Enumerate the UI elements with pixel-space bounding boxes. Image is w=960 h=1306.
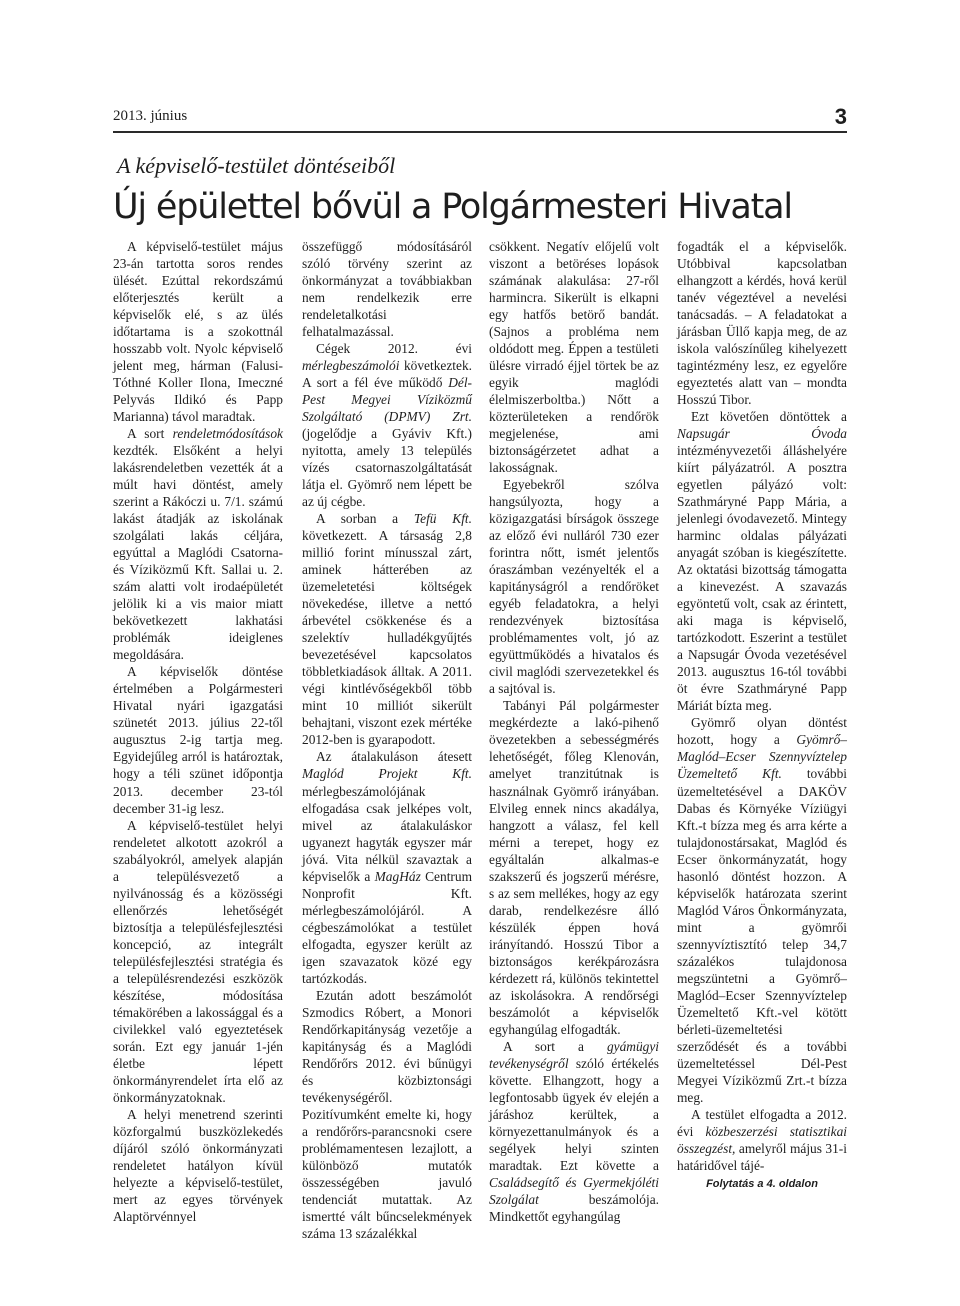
paragraph-text: A sorban a xyxy=(316,511,414,527)
article-paragraph xyxy=(677,1106,847,1174)
paragraph-text: beszámolója. Mindkettőt egyhangúlag xyxy=(489,1191,659,1224)
article-paragraph xyxy=(302,238,472,340)
article-paragraph xyxy=(677,408,847,714)
paragraph-text: A képviselők döntése értelmében a Polgármesteri Hivatal nyári igazgatási szünetét 2013. július 22-től augusztus 2-ig tartja meg. Egyidejűleg arról is határoztak, hogy a téli szünet időpontja 2013. december 23-tól december 31-ig lesz. xyxy=(113,664,283,816)
article-paragraph xyxy=(489,697,659,1037)
article-paragraph xyxy=(113,238,283,425)
article-paragraph xyxy=(113,663,283,816)
paragraph-text: fogadták el a képviselők. Utóbbival kapcsolatban elhangzott a kérdés, hová kerül tanév végeztével a nevelési tanácsadás. – A feladatokat a járásban Üllő kapja meg, de az iskola valószínűleg kihelyezett tagintézmény lesz, ez egyelőre egyeztetés alatt van – mondta Hosszú Tibor. xyxy=(677,239,847,408)
paragraph-text: Cégek 2012. évi xyxy=(316,341,472,357)
paragraph-text: további üzemeltetésével a DAKÖV Dabas és Környéke Víziügyi Kft.-t bízza meg és arra kérte a tulajdonostársakat, Maglód és Ecser önkormányzatát, hogy hasonló döntést hozzon. A képviselők határozata szerint Maglód Város Önkormányzata, mint a gyömrői szennyvíztisztító telep 34,7 százalékos tulajdonosa megszüntetni a Gyömrő–Maglód–Ecser Szennyvíztelep Üzemeltető Kft.-vel kötött bérleti-üzemeltetési szerződését és a további üzemeltetéssel Dél-Pest Megyei Víziközmű Zrt.-t bízza meg. xyxy=(677,766,848,1105)
paragraph-text: A képviselő-testület helyi rendeletet alkotott azokról a szabályokról, amelyek alapján a településvezető a nyilvánosság és a közösségi ellenőrzés lehetőségét biztosítja a településfejlesztési koncepció, az integrált településfejlesztési stratégia és a településrendezési eszközök készítése, módosítása témakörében a lakossággal és a civilekkel való egyeztetések során. Ezt egy január 1-jén életbe lépett önkormányrendelet írta elő az önkormányzatoknak. xyxy=(113,817,283,1105)
emphasized-text: Maglód Projekt Kft. xyxy=(302,766,472,782)
emphasized-text: gyámügyi tevékenységről xyxy=(489,1038,659,1071)
article-paragraph xyxy=(113,817,283,1106)
article-headline: Új épülettel bővül a Polgármesteri Hivatal xyxy=(113,187,792,227)
paragraph-text: Gyömrő olyan döntést hozott, hogy a xyxy=(677,715,847,748)
header-divider xyxy=(113,131,847,133)
emphasized-text: mérlegbeszámolói xyxy=(302,358,400,374)
paragraph-text: A képviselő-testület május 23-án tartotta soros rendes ülését. Ezúttal rekordszámú előterjesztés került a képviselők elé, s az ülés időtartama is a szokottnál hosszabb volt. Nyolc képviselő jelent meg, hárman (Falusi-Tóthné Koller Ilona, Imeczné Pelyvás Ildikó és Papp Marianna) távol maradtak. xyxy=(113,239,283,425)
article-paragraph xyxy=(302,987,472,1242)
paragraph-text: kezdték. Elsőként a helyi lakásrendeletben vezették át a múlt havi döntést, amely szerint a Rákóczi u. 7/1. számú lakást átadják az iskolának szolgálati lakás céljára, egyúttal a Maglódi Csatorna- és Víziközmű Kft. Sallai u. 2. szám alatti volt irodaépületét jelölik ki a vis maior miatt bekövetkezett lakhatási problémák ideiglenes megoldására. xyxy=(113,443,283,663)
text-column-3 xyxy=(489,238,659,1225)
emphasized-text: Gyömrő–Maglód–Ecser Szennyvíztelep Üzemeltető Kft. xyxy=(677,732,847,782)
paragraph-text: intézményvezetői álláshelyére kiírt pályázatról. A posztra egyetlen pályázó volt: Szathmáryné Papp Mária, a jelenlegi óvodavezető. Mintegy harminc oldalas pályázati anyagát szóban is kiegészítette. Az oktatási bizottság támogatta a kinevezést. A szavazás egyöntetű volt, csak az érintett, aki maga is képviselő, tartózkodott. Eszerint a testület a Napsugár Óvoda vezetésével 2013. augusztus 16-tól további öt évre Szathmáryné Papp Máriát bízta meg. xyxy=(677,443,847,714)
emphasized-text: Napsugár Óvoda xyxy=(677,426,847,442)
emphasized-text: Családsegítő és Gyermekjóléti Szolgálat xyxy=(489,1174,659,1207)
paragraph-text: következtek. A sort a fél éve működő xyxy=(302,358,472,391)
article-paragraph xyxy=(113,1106,283,1225)
emphasized-text: közbeszerzési statisztikai összegzést, xyxy=(677,1123,847,1156)
paragraph-text: összefüggő módosításáról szóló törvény szerint az önkormányzat a továbbiakban nem rendelkezik erre rendeletalkotási felhatalmazással. xyxy=(302,239,472,340)
article-paragraph xyxy=(302,340,472,510)
paragraph-text: mérlegbeszámolójának elfogadása csak jelképes volt, mivel az átalakuláskor ugyanezt hagyták egyszer már jóvá. Vita nélkül szavaztak a képviselők a xyxy=(302,783,472,884)
article-paragraph xyxy=(677,714,847,1105)
paragraph-text: Az átalakuláson átesett xyxy=(316,749,472,765)
text-column-1 xyxy=(113,238,283,1225)
article-paragraph xyxy=(489,1038,659,1225)
paragraph-text: Ezt követően döntöttek a xyxy=(691,409,847,425)
article-paragraph xyxy=(489,476,659,697)
issue-date: 2013. június xyxy=(113,108,188,124)
paragraph-text: A testület elfogadta a 2012. évi xyxy=(677,1106,847,1139)
text-column-2 xyxy=(302,238,472,1242)
article-paragraph xyxy=(489,238,659,476)
paragraph-text: Tabányi Pál polgármester megkérdezte a lakó-pihenő övezetekben a sebességmérés lehetőségét, főleg Klenován, amelyet tranzitútnak is használnak Gyömrő irányában. Elvileg ennek nincs akadálya, hangzott a válasz, fel kell mérni a terepet, hogy ez egyáltalán alkalmas-e szakszerű és jogszerű mérésre, s az sem mellékes, hogy az egy darab, rendelkezésre álló készülék éppen hová irányítandó. Hosszú Tibor a biztonságos kerékpározásra kérdezett rá, különös tekintettel az iskolásokra. A rendőrségi beszámolót a képviselők egyhangúlag elfogadták. xyxy=(489,698,659,1037)
paragraph-text: Centrum Nonprofit Kft. mérlegbeszámolójáról. A cégbeszámolókat a testület elfogadta, egyszer került az igen szavazatok közé egy tartózkodás. xyxy=(302,868,472,986)
article-paragraph xyxy=(302,510,472,748)
article-paragraph xyxy=(677,238,847,408)
text-column-4-body xyxy=(677,238,847,1174)
paragraph-text: szóló értékelés követte. Elhangzott, hogy a legfontosabb ügyek év elején a járáshoz kerültek, a környezettanulmányok és a segélyek helyi szinten maradtak. Ezt követte a xyxy=(489,1055,659,1173)
paragraph-text: Egyebekről szólva hangsúlyozta, hogy a közigazgatási bírságok összege az előző évi nulláról 730 ezer forintra nőtt, ismét jelentős óraszámban vezényelték el a kapitányságról a rendőröket egyéb feladatokra, a helyi rendezvények biztosítása problémamentes volt, jó az együttműködés a hivatalos és civil maglódi szervezetekkel és a sajtóval is. xyxy=(489,477,659,697)
paragraph-text: A sort xyxy=(127,426,173,442)
article-kicker: A képviselő-testület döntéseiből xyxy=(117,153,396,178)
continued-note: Folytatás a 4. oldalon xyxy=(706,1177,818,1190)
paragraph-text: (jogelődje a Gyáviv Kft.) nyitotta, amely 13 település vízés csatornaszolgáltatását látja el. Gyömrő nem lépett be az új cégbe. xyxy=(302,426,472,510)
emphasized-text: Tefü Kft. xyxy=(413,511,472,527)
paragraph-text: amelyről május 31-i határidővel tájé- xyxy=(677,1140,847,1173)
paragraph-text: A sort a xyxy=(503,1038,607,1054)
text-column-4 xyxy=(677,238,847,1193)
paragraph-text: csökkent. Negatív előjelű volt viszont a betöréses lopások számának alakulása: 27-ről harmincra. Sikerült is elkapni egy hatfős betörő bandát. (Sajnos a probléma nem oldódott meg. Éppen a testületi ülésre virradó éjjel törtek be az egyik maglódi élelmiszerboltba.) Nőtt a közterületeken a rendőrök megjelenése, ami biztonságérzetet adhat a lakosságnak. xyxy=(489,239,659,476)
page-number: 3 xyxy=(834,104,847,129)
paragraph-text: A helyi menetrend szerinti közforgalmú buszközlekedés díjáról szóló önkormányzati rendeletet hatályon kívül helyezte a képviselő-testület, mert az egyes törvények Alaptörvénnyel xyxy=(113,1106,283,1224)
article-paragraph xyxy=(113,425,283,663)
paragraph-text: Ezután adott beszámolót Szmodics Róbert, a Monori Rendőrkapitányság vezetője a kapitányság és a Maglódi Rendőrőrs 2012. évi bűnügyi és közbiztonsági tevékenységéről. Pozitívumként emelte ki, hogy a rendőrőrs-parancsnoki csere problémamentesen lezajlott, a különböző mutatók összességében javuló tendenciát mutattak. Az ismertté vált bűncselekmények száma 13 százalékkal xyxy=(302,987,472,1241)
page-header xyxy=(113,104,847,132)
emphasized-text: Dél-Pest Megyei Víziközmű Szolgáltató (DPMV) Zrt. xyxy=(302,375,472,425)
emphasized-text: rendeletmódosítások xyxy=(172,426,283,442)
article-paragraph xyxy=(302,748,472,986)
emphasized-text: MagHáz xyxy=(374,868,421,884)
paragraph-text: következett. A társaság 2,8 millió forint mínusszal zárt, aminek hátterében az üzemeletetési költségek növekedése, illetve a nettó árbevétel csökkenése és a szelektív hulladékgyűjtés bevezetésével kapcsolatos többletkiadások álltak. A 2011. végi kintlévőségekből több mint 10 milliót sikerült behajtani, viszont ezek mértéke 2012-ben is gyarapodott. xyxy=(302,528,472,748)
